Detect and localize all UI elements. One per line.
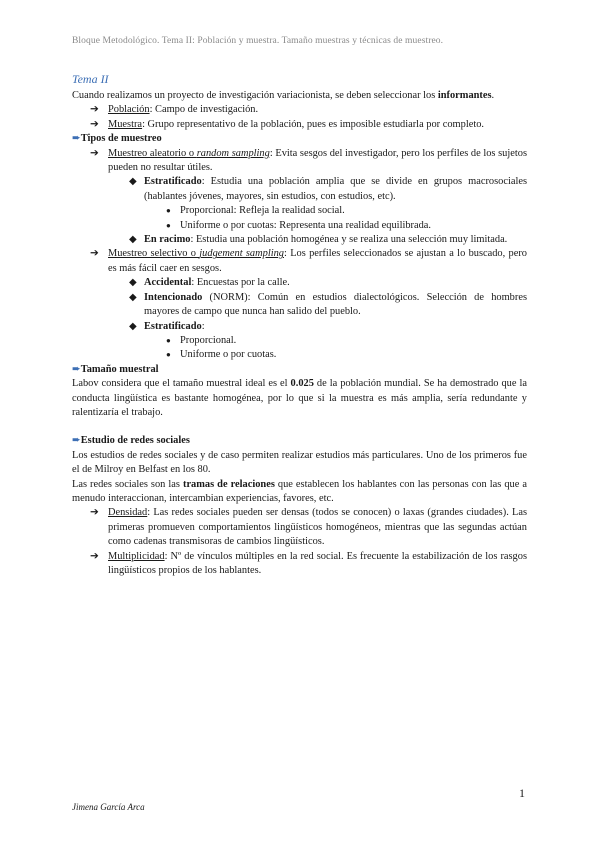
section-heading-tipos: ➨Tipos de muestreo xyxy=(72,133,162,145)
diamond-bullet-icon: ◆ xyxy=(129,176,137,188)
diamond-bullet-icon: ◆ xyxy=(129,277,137,289)
pointing-hand-icon: ➨ xyxy=(72,133,81,145)
list-item: ● Proporcional. xyxy=(72,334,527,348)
list-item: ➔ Densidad: Las redes sociales pueden ser densas (todos se conocen) o laxas (grandes ciudades). Las primeras promueven comportamientos lingüísticos homogéneos, mientras que las segundas actúan como cadenas transmisoras de cambios lingüísticos. xyxy=(90,507,527,548)
dot-bullet-icon: ● xyxy=(166,350,171,360)
diamond-bullet-icon: ◆ xyxy=(129,234,137,246)
list-item: ● Uniforme o por cuotas: Representa una realidad equilibrada. xyxy=(72,219,527,233)
list-item: ◆ Intencionado (NORM): Común en estudios dialectológicos. Selección de hombres mayores de campo que nunca han salido del pueblo. xyxy=(129,291,527,318)
arrow-right-icon: ➔ xyxy=(90,550,99,562)
redes-paragraph-1: Los estudios de redes sociales y de caso permiten realizar estudios más particulares. Uno de los primeros fue el de Milroy en Belfast en los 80. xyxy=(72,449,527,476)
diamond-bullet-icon: ◆ xyxy=(129,291,137,303)
redes-paragraph-2: Las redes sociales son las tramas de relaciones que establecen los hablantes con las personas con las que a menudo interaccionan, intercambian experiencias, favores, etc. xyxy=(72,478,527,504)
arrow-right-icon: ➔ xyxy=(90,104,99,116)
list-item: ◆ Estratificado: xyxy=(72,320,527,334)
pointing-hand-icon: ➨ xyxy=(72,363,81,375)
arrow-right-icon: ➔ xyxy=(90,147,99,159)
list-item: ◆ En racimo: Estudia una población homogénea y se realiza una selección muy limitada. xyxy=(72,233,527,247)
dot-bullet-icon: ● xyxy=(166,220,171,230)
page-footer-author: Jimena García Arca xyxy=(72,802,145,812)
list-item: ➔ Muestreo selectivo o judgement sampling: Los perfiles seleccionados se ajustan a lo buscado, pero es más fácil caer en sesgos. xyxy=(90,248,527,274)
list-item: ◆ Accidental: Encuestas por la calle. xyxy=(72,276,527,290)
list-item: ● Uniforme o por cuotas. xyxy=(72,348,527,362)
diamond-bullet-icon: ◆ xyxy=(129,320,137,332)
list-item: ➔ Población: Campo de investigación. xyxy=(72,103,527,117)
list-item: ◆ Estratificado: Estudia una población amplia que se divide en grupos macrosociales (hablantes jóvenes, mayores, sin estudios, con estudios, etc). xyxy=(129,176,527,202)
dot-bullet-icon: ● xyxy=(166,206,171,216)
tamano-paragraph: Labov considera que el tamaño muestral ideal es el 0.025 de la población mundial. Se ha demostrado que la conducta lingüística es bastante homogénea, por lo que si la muestra es más amplia, sería redundante y ralentizaría el trabajo. xyxy=(72,378,527,418)
intro-paragraph: Cuando realizamos un proyecto de investigación variacionista, se deben seleccionar los informantes. xyxy=(72,90,495,101)
list-item: ➔ Multiplicidad: Nº de vínculos múltiples en la red social. Es frecuente la estabilización de los rasgos lingüísticos propios de los hablantes. xyxy=(90,550,527,576)
section-heading-redes: ➨Estudio de redes sociales xyxy=(72,435,190,447)
list-item: ➔ Muestra: Grupo representativo de la población, pues es imposible estudiarla por completo. xyxy=(72,118,527,132)
document-body xyxy=(72,72,527,578)
list-item: ➔ Muestreo aleatorio o random sampling: Evita sesgos del investigador, pero los perfiles de los sujetos pueden no resultar útiles. xyxy=(90,147,527,174)
page-number: 1 xyxy=(519,786,525,800)
section-heading-tamano: ➨Tamaño muestral xyxy=(72,363,159,375)
dot-bullet-icon: ● xyxy=(166,335,171,345)
page-title: Tema II xyxy=(72,72,109,86)
arrow-right-icon: ➔ xyxy=(90,248,99,260)
list-item: ● Proporcional: Refleja la realidad social. xyxy=(72,204,527,218)
pointing-hand-icon: ➨ xyxy=(72,435,81,447)
arrow-right-icon: ➔ xyxy=(90,507,99,519)
page-header: Bloque Metodológico. Tema II: Población y muestra. Tamaño muestras y técnicas de muestreo. xyxy=(72,36,444,46)
arrow-right-icon: ➔ xyxy=(90,118,99,130)
